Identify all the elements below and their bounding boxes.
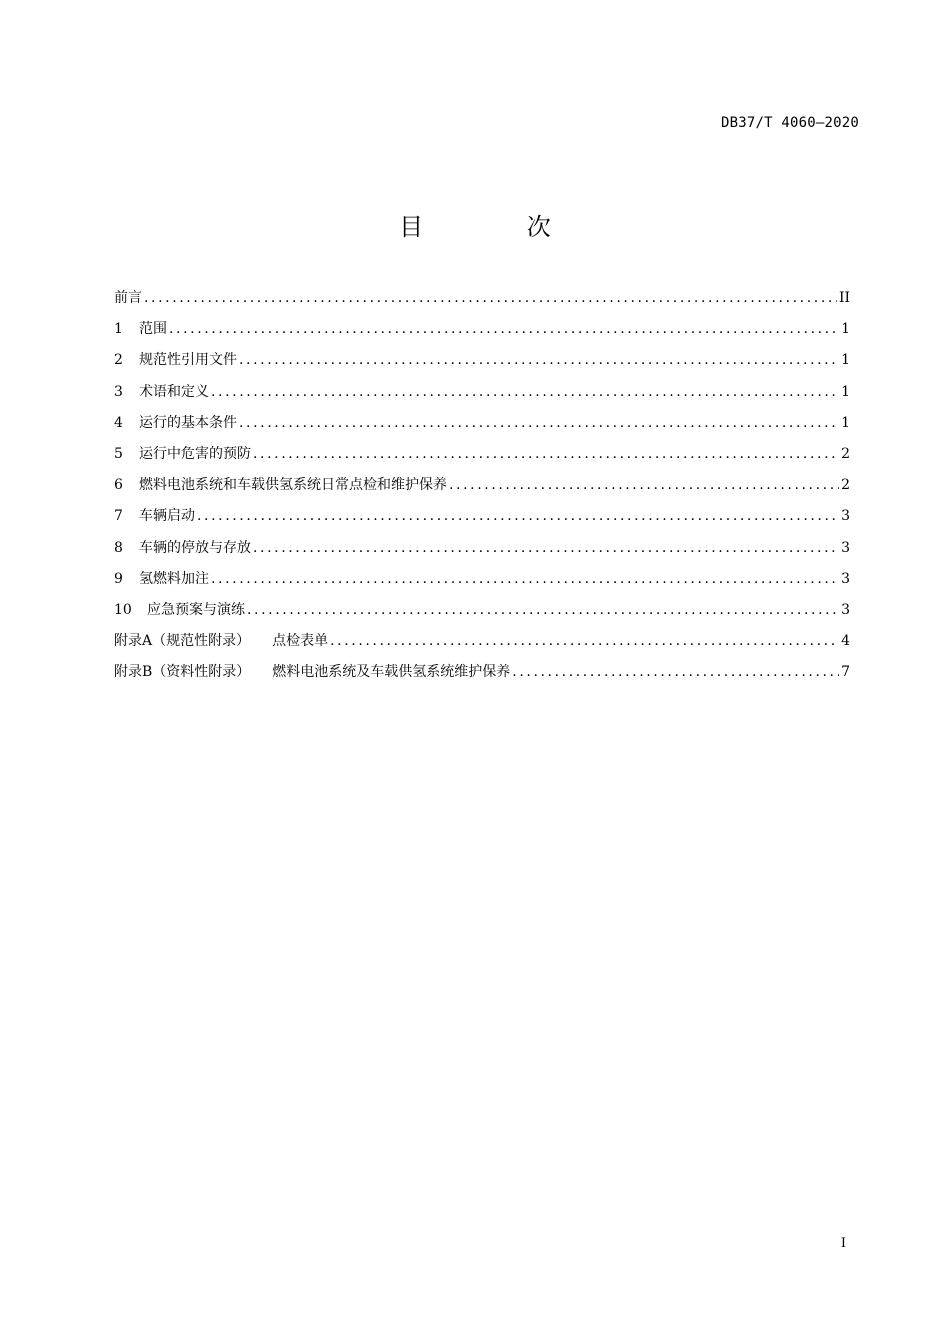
toc-entry-title: 应急预案与演练 <box>147 601 245 618</box>
toc-entry-1[interactable] <box>114 317 850 348</box>
toc-entry-number: 9 <box>114 570 123 587</box>
page-title: 目 次 <box>399 213 599 241</box>
toc-leader-dots <box>449 473 839 497</box>
toc-entry-9[interactable] <box>114 567 850 598</box>
toc-entry-number: 10 <box>114 601 132 618</box>
toc-entry-foreword[interactable] <box>114 286 850 317</box>
toc-entry-title: 前言 <box>114 290 142 306</box>
toc-page-number: 7 <box>841 664 850 681</box>
toc-entry-5[interactable] <box>114 442 850 473</box>
toc-entry-subtitle: 点检表单 <box>272 633 329 650</box>
toc-entry-title: 规范性引用文件 <box>139 352 237 369</box>
toc-entry-title: 氢燃料加注 <box>139 570 209 587</box>
toc-entry-number: 2 <box>114 352 123 369</box>
toc-leader-dots <box>211 380 839 404</box>
toc-entry-number: 6 <box>114 477 123 494</box>
toc-page-number: 1 <box>841 321 850 338</box>
toc-entry-number: 3 <box>114 383 123 400</box>
toc-page-number: 1 <box>841 414 850 431</box>
toc-leader-dots <box>512 660 839 684</box>
toc-entry-title: 运行中危害的预防 <box>139 445 251 462</box>
toc-entry-appendix-label <box>114 629 328 653</box>
toc-page-number: 3 <box>841 539 850 556</box>
toc-entry-title: 车辆启动 <box>139 508 195 525</box>
toc-entry-number: 7 <box>114 508 123 525</box>
toc-entry-number: 8 <box>114 539 123 556</box>
toc-leader-dots <box>211 567 839 591</box>
toc-leader-dots <box>253 442 839 466</box>
toc-entry-title: 范围 <box>139 321 167 338</box>
toc-leader-dots <box>169 317 839 341</box>
toc-leader-dots <box>144 286 837 310</box>
toc-entry-title: 附录B（资料性附录） <box>114 664 251 681</box>
toc-page-number: 3 <box>841 601 850 618</box>
toc-entry-appendix-label <box>114 660 510 684</box>
toc-leader-dots <box>253 536 839 560</box>
toc-page-number: 3 <box>841 508 850 525</box>
toc-page-number: 2 <box>841 445 850 462</box>
toc-entry-subtitle: 燃料电池系统及车载供氢系统维护保养 <box>272 664 511 681</box>
toc-page-number: 3 <box>841 570 850 587</box>
toc-page-number: 1 <box>841 352 850 369</box>
page-number: I <box>840 1236 846 1251</box>
toc-entry-7[interactable] <box>114 504 850 535</box>
toc-leader-dots <box>239 348 839 372</box>
toc-entry-title: 燃料电池系统和车载供氢系统日常点检和维护保养 <box>139 477 447 494</box>
table-of-contents <box>114 286 850 691</box>
toc-entry-title: 运行的基本条件 <box>139 414 237 431</box>
toc-leader-dots <box>247 598 839 622</box>
toc-entry-4[interactable] <box>114 411 850 442</box>
toc-entry-title: 附录A（规范性附录） <box>114 633 251 650</box>
toc-entry-10[interactable] <box>114 598 850 629</box>
document-code: DB37/T 4060—2020 <box>720 115 859 131</box>
toc-entry-title: 术语和定义 <box>139 383 209 400</box>
toc-page-number: 2 <box>841 477 850 494</box>
toc-entry-6[interactable] <box>114 473 850 504</box>
toc-entry-appendix-b[interactable] <box>114 660 850 691</box>
toc-leader-dots <box>197 504 839 528</box>
toc-leader-dots <box>330 629 839 653</box>
toc-entry-8[interactable] <box>114 536 850 567</box>
toc-entry-2[interactable] <box>114 348 850 379</box>
toc-leader-dots <box>239 411 839 435</box>
toc-page-number: 1 <box>841 383 850 400</box>
toc-entry-number: 1 <box>114 321 123 338</box>
toc-page-number: 4 <box>841 633 850 650</box>
toc-page-number: II <box>838 290 850 306</box>
toc-entry-number: 4 <box>114 414 123 431</box>
toc-entry-title: 车辆的停放与存放 <box>139 539 251 556</box>
toc-entry-appendix-a[interactable] <box>114 629 850 660</box>
toc-entry-number: 5 <box>114 445 123 462</box>
toc-entry-3[interactable] <box>114 380 850 411</box>
